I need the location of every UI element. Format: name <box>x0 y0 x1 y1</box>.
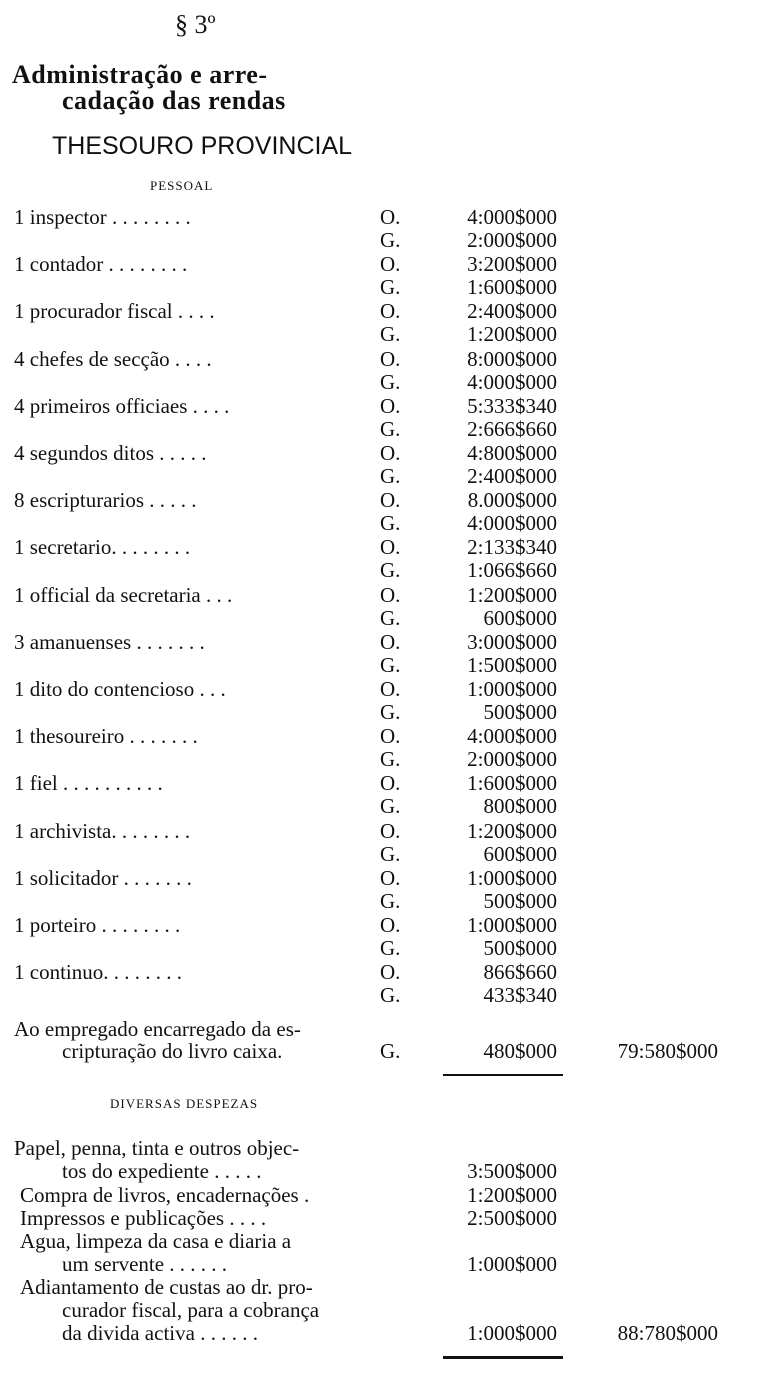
pessoal-item-label: 1 continuo. . . . . . . . <box>14 960 182 984</box>
ordenado-code: O. <box>380 488 401 512</box>
pessoal-item-label: 1 archivista. . . . . . . . <box>14 819 191 843</box>
gratificacao-amount: 433$340 <box>483 983 557 1007</box>
ordenado-amount: 1:000$000 <box>467 913 557 937</box>
heading-line-1: Administração e arre- <box>12 60 268 89</box>
pessoal-item-label: 1 contador . . . . . . . . <box>14 252 188 276</box>
pessoal-row-o <box>0 395 765 418</box>
pessoal-row-g <box>0 748 765 771</box>
agua-line-1: Agua, limpeza da casa e diaria a <box>20 1229 292 1253</box>
gratificacao-code: G. <box>380 653 401 677</box>
gratificacao-code: G. <box>380 794 401 818</box>
ordenado-amount: 866$660 <box>483 960 557 984</box>
gratificacao-amount: 600$000 <box>483 606 557 630</box>
ordenado-code: O. <box>380 630 401 654</box>
pessoal-row-o <box>0 772 765 795</box>
gratificacao-code: G. <box>380 700 401 724</box>
ordenado-code: O. <box>380 583 401 607</box>
escrip-code: G. <box>380 1039 401 1063</box>
pessoal-item-label: 4 chefes de secção . . . . <box>14 347 212 371</box>
pessoal-row-g <box>0 465 765 488</box>
adiant-line-3: da divida activa . . . . . . <box>62 1321 258 1345</box>
ordenado-code: O. <box>380 960 401 984</box>
gratificacao-amount: 2:400$000 <box>467 464 557 488</box>
compra-row <box>0 1184 765 1207</box>
despezas-label: DIVERSAS DESPEZAS <box>110 1096 259 1111</box>
pessoal-item-label: 1 dito do contencioso . . . <box>14 677 226 701</box>
gratificacao-code: G. <box>380 606 401 630</box>
ordenado-amount: 1:000$000 <box>467 866 557 890</box>
heading-line-2: cadação das rendas <box>62 86 286 115</box>
pessoal-item-label: 4 primeiros officiaes . . . . <box>14 394 230 418</box>
gratificacao-amount: 2:000$000 <box>467 228 557 252</box>
pessoal-row-g <box>0 984 765 1007</box>
ordenado-amount: 1:200$000 <box>467 819 557 843</box>
gratificacao-amount: 500$000 <box>483 936 557 960</box>
ordenado-amount: 1:600$000 <box>467 771 557 795</box>
papel-row <box>0 1160 765 1183</box>
adiant-line-1: Adiantamento de custas ao dr. pro- <box>20 1275 313 1299</box>
ordenado-code: O. <box>380 819 401 843</box>
agua-amount: 1:000$000 <box>467 1252 557 1276</box>
ordenado-amount: 3:000$000 <box>467 630 557 654</box>
agua-line-2: um servente . . . . . . <box>62 1252 228 1276</box>
gratificacao-amount: 600$000 <box>483 842 557 866</box>
ordenado-code: O. <box>380 205 401 229</box>
ordenado-code: O. <box>380 299 401 323</box>
pessoal-row-g <box>0 559 765 582</box>
pessoal-row-g <box>0 276 765 299</box>
pessoal-row-g <box>0 229 765 252</box>
pessoal-item-label: 1 thesoureiro . . . . . . . <box>14 724 198 748</box>
gratificacao-code: G. <box>380 747 401 771</box>
pessoal-row-g <box>0 795 765 818</box>
pessoal-item-label: 3 amanuenses . . . . . . . <box>14 630 205 654</box>
ordenado-amount: 8.000$000 <box>467 488 557 512</box>
pessoal-row-o <box>0 348 765 371</box>
gratificacao-code: G. <box>380 275 401 299</box>
pessoal-row-o <box>0 206 765 229</box>
pessoal-row-g <box>0 701 765 724</box>
gratificacao-code: G. <box>380 322 401 346</box>
impressos-amount: 2:500$000 <box>467 1206 557 1230</box>
pessoal-row-g <box>0 323 765 346</box>
ordenado-code: O. <box>380 252 401 276</box>
impressos-line: Impressos e publicações . . . . <box>20 1206 267 1230</box>
gratificacao-amount: 500$000 <box>483 700 557 724</box>
gratificacao-amount: 2:000$000 <box>467 747 557 771</box>
ordenado-code: O. <box>380 394 401 418</box>
pessoal-item-label: 1 procurador fiscal . . . . <box>14 299 215 323</box>
pessoal-row-o <box>0 489 765 512</box>
pessoal-row-o <box>0 631 765 654</box>
pessoal-row-o <box>0 253 765 276</box>
escrip-amount: 480$000 <box>483 1039 557 1063</box>
ordenado-code: O. <box>380 535 401 559</box>
pessoal-row-o <box>0 584 765 607</box>
escrip-line-1: Ao empregado encarregado da es- <box>14 1017 301 1041</box>
ordenado-amount: 3:200$000 <box>467 252 557 276</box>
despezas-total: 88:780$000 <box>617 1321 718 1345</box>
pessoal-row-g <box>0 607 765 630</box>
ordenado-code: O. <box>380 866 401 890</box>
ordenado-amount: 8:000$000 <box>467 347 557 371</box>
gratificacao-code: G. <box>380 417 401 441</box>
divider-rule <box>443 1074 563 1076</box>
pessoal-item-label: 1 secretario. . . . . . . . <box>14 535 191 559</box>
ordenado-code: O. <box>380 771 401 795</box>
subheading: THESOURO PROVINCIAL <box>52 132 353 160</box>
gratificacao-code: G. <box>380 370 401 394</box>
adiant-amount: 1:000$000 <box>467 1321 557 1345</box>
pessoal-total: 79:580$000 <box>617 1039 718 1063</box>
gratificacao-amount: 800$000 <box>483 794 557 818</box>
pessoal-label: PESSOAL <box>150 178 214 193</box>
adiant-row <box>0 1322 765 1345</box>
gratificacao-amount: 500$000 <box>483 889 557 913</box>
gratificacao-code: G. <box>380 842 401 866</box>
ordenado-code: O. <box>380 347 401 371</box>
ordenado-code: O. <box>380 441 401 465</box>
ordenado-code: O. <box>380 677 401 701</box>
gratificacao-amount: 1:600$000 <box>467 275 557 299</box>
pessoal-item-label: 1 solicitador . . . . . . . <box>14 866 192 890</box>
ordenado-amount: 1:200$000 <box>467 583 557 607</box>
agua-row <box>0 1253 765 1276</box>
pessoal-row-o <box>0 725 765 748</box>
pessoal-item-label: 1 official da secretaria . . . <box>14 583 233 607</box>
gratificacao-amount: 1:500$000 <box>467 653 557 677</box>
ordenado-code: O. <box>380 913 401 937</box>
pessoal-item-label: 1 inspector . . . . . . . . <box>14 205 191 229</box>
impressos-row <box>0 1207 765 1230</box>
gratificacao-code: G. <box>380 936 401 960</box>
ordenado-amount: 4:000$000 <box>467 205 557 229</box>
adiant-line-2: curador fiscal, para a cobrança <box>62 1298 320 1322</box>
final-rule <box>443 1356 563 1359</box>
pessoal-row-g <box>0 512 765 535</box>
gratificacao-amount: 4:000$000 <box>467 370 557 394</box>
pessoal-row-o <box>0 914 765 937</box>
gratificacao-amount: 2:666$660 <box>467 417 557 441</box>
section-number: § 3º <box>175 10 216 39</box>
papel-line-1: Papel, penna, tinta e outros objec- <box>14 1136 300 1160</box>
pessoal-row-o <box>0 820 765 843</box>
escrip-row <box>0 1040 765 1063</box>
gratificacao-code: G. <box>380 511 401 535</box>
gratificacao-amount: 4:000$000 <box>467 511 557 535</box>
pessoal-row-o <box>0 300 765 323</box>
pessoal-row-o <box>0 442 765 465</box>
pessoal-item-label: 8 escripturarios . . . . . <box>14 488 197 512</box>
pessoal-row-g <box>0 371 765 394</box>
pessoal-row-g <box>0 418 765 441</box>
compra-amount: 1:200$000 <box>467 1183 557 1207</box>
pessoal-row-o <box>0 678 765 701</box>
gratificacao-code: G. <box>380 558 401 582</box>
papel-line-2: tos do expediente . . . . . <box>62 1159 262 1183</box>
gratificacao-code: G. <box>380 983 401 1007</box>
gratificacao-code: G. <box>380 889 401 913</box>
papel-amount: 3:500$000 <box>467 1159 557 1183</box>
pessoal-item-label: 4 segundos ditos . . . . . <box>14 441 207 465</box>
pessoal-row-o <box>0 961 765 984</box>
ordenado-amount: 1:000$000 <box>467 677 557 701</box>
pessoal-row-o <box>0 536 765 559</box>
ordenado-code: O. <box>380 724 401 748</box>
ordenado-amount: 5:333$340 <box>467 394 557 418</box>
pessoal-row-g <box>0 890 765 913</box>
pessoal-item-label: 1 fiel . . . . . . . . . . <box>14 771 163 795</box>
pessoal-row-g <box>0 937 765 960</box>
escrip-line-2: cripturação do livro caixa. <box>62 1039 283 1063</box>
compra-line: Compra de livros, encadernações . <box>20 1183 310 1207</box>
pessoal-row-g <box>0 843 765 866</box>
pessoal-row-o <box>0 867 765 890</box>
pessoal-item-label: 1 porteiro . . . . . . . . <box>14 913 181 937</box>
gratificacao-amount: 1:066$660 <box>467 558 557 582</box>
pessoal-row-g <box>0 654 765 677</box>
gratificacao-amount: 1:200$000 <box>467 322 557 346</box>
gratificacao-code: G. <box>380 464 401 488</box>
ordenado-amount: 2:400$000 <box>467 299 557 323</box>
gratificacao-code: G. <box>380 228 401 252</box>
ordenado-amount: 4:800$000 <box>467 441 557 465</box>
ordenado-amount: 2:133$340 <box>467 535 557 559</box>
ordenado-amount: 4:000$000 <box>467 724 557 748</box>
